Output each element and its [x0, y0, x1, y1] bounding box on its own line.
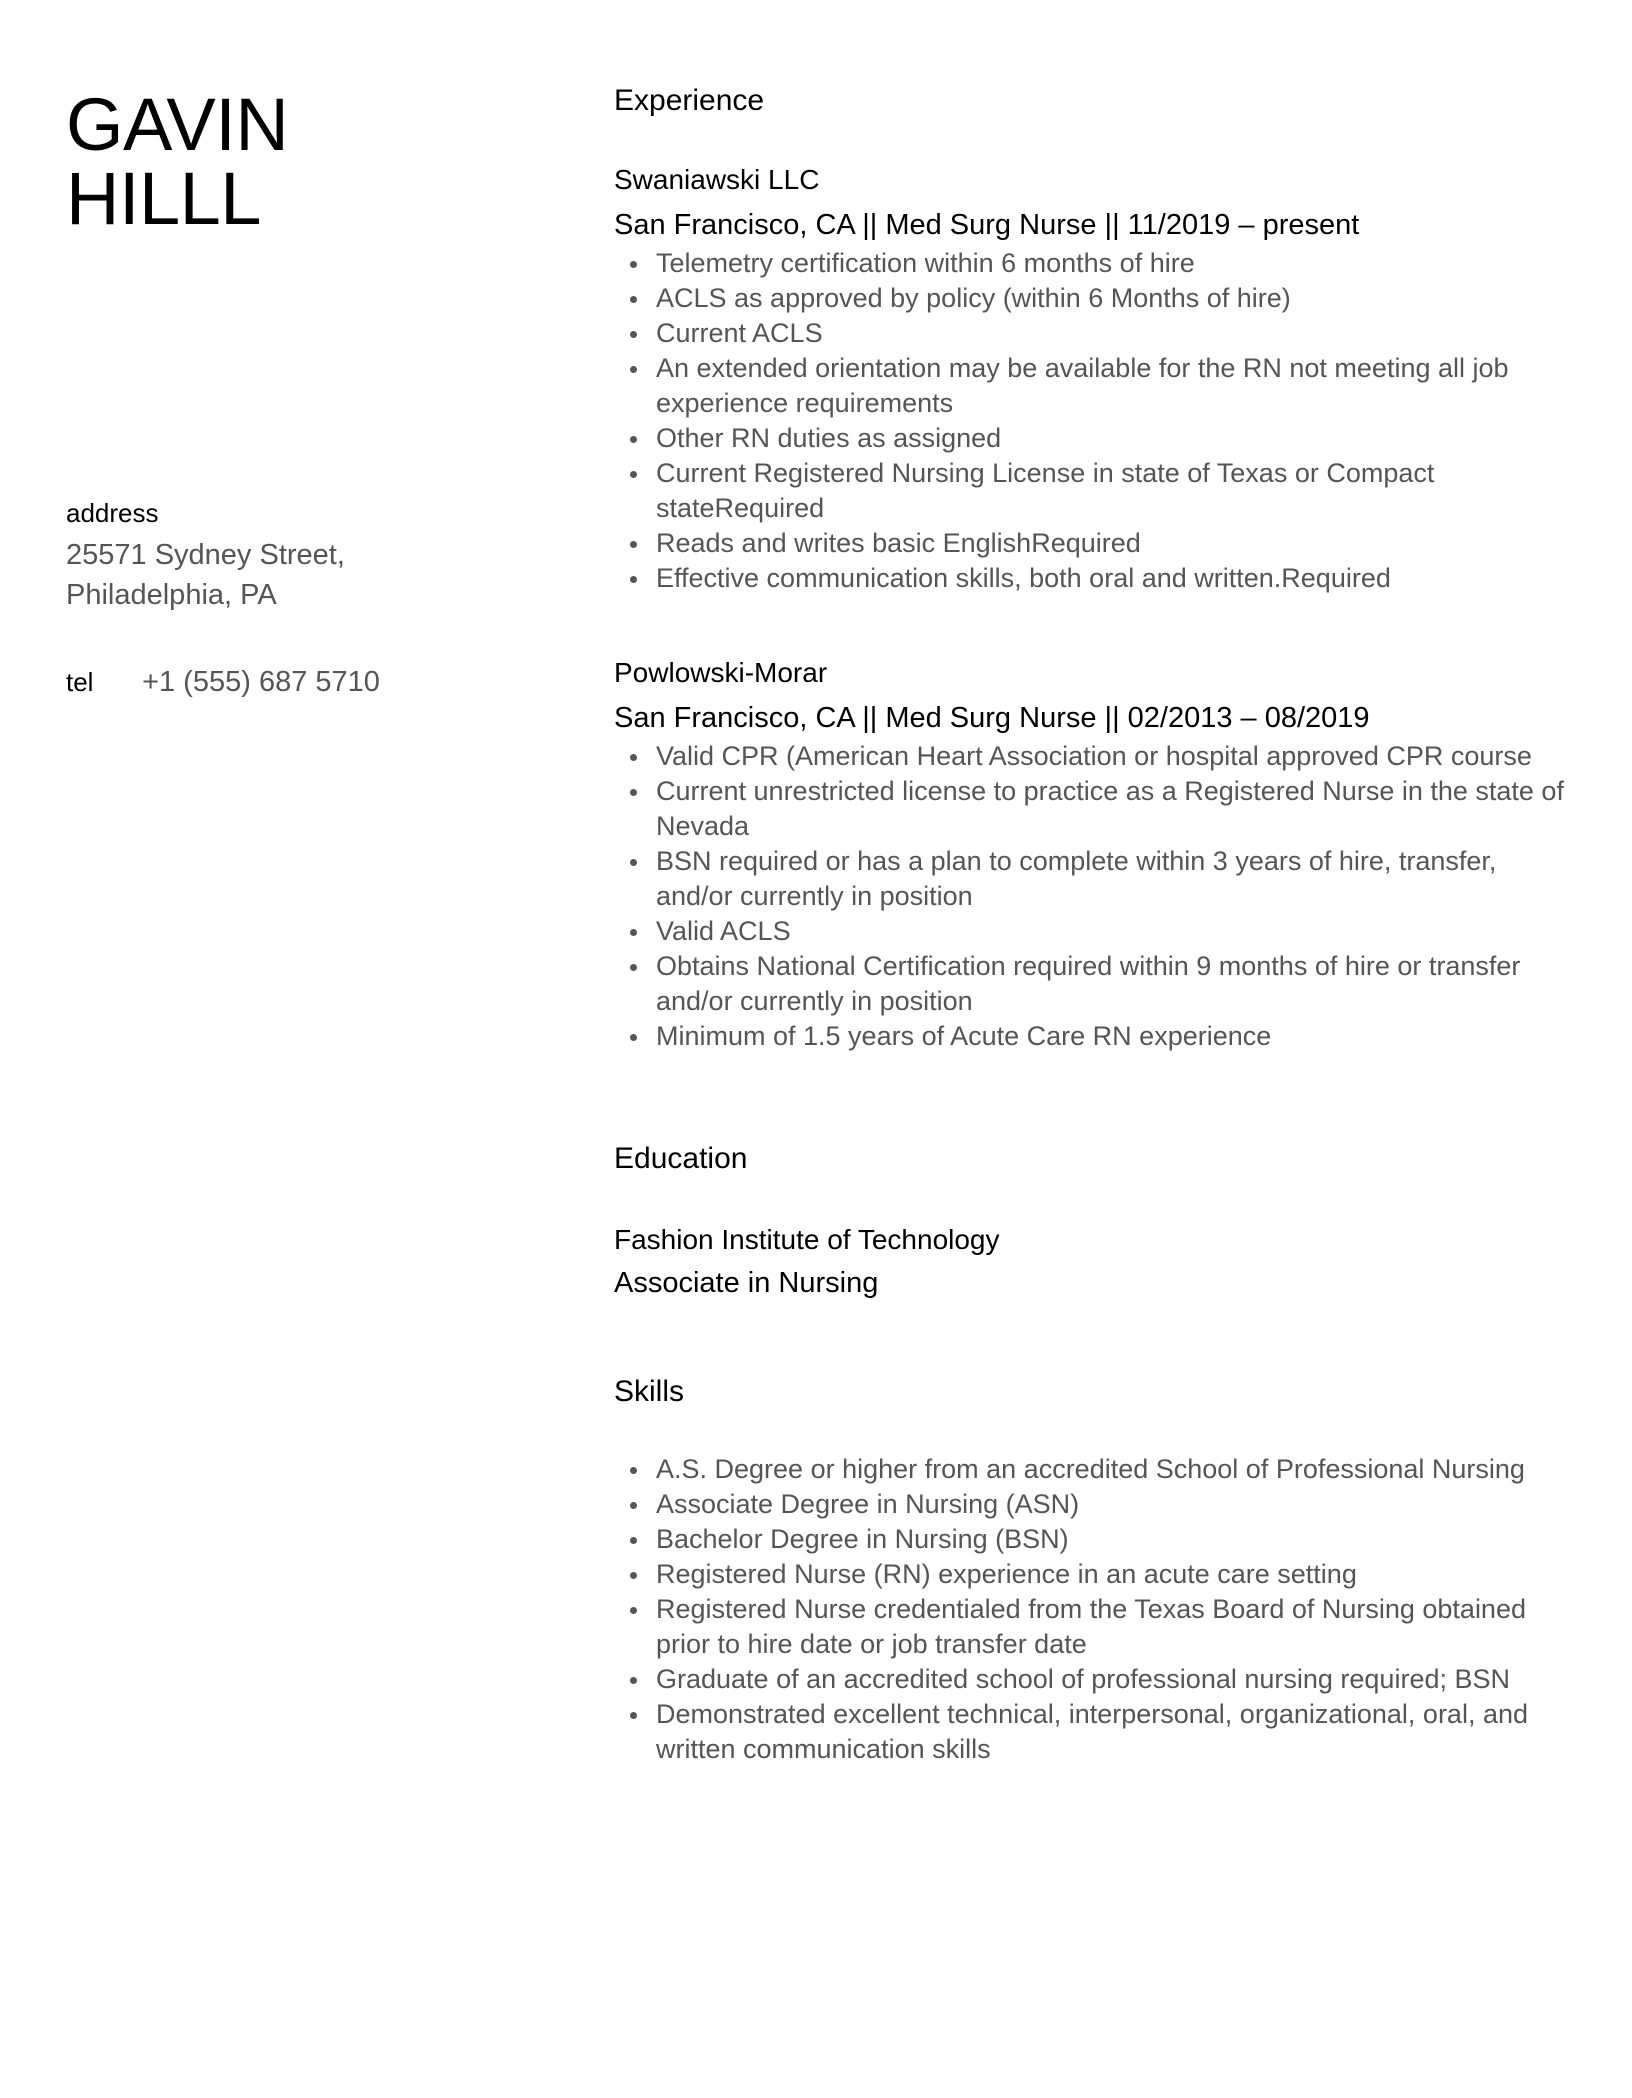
- bullet-item: An extended orientation may be available for the RN not meeting all job experience requirements: [656, 351, 1574, 421]
- bullet-item: Current ACLS: [656, 316, 1574, 351]
- bullet-item: ACLS as approved by policy (within 6 Months of hire): [656, 281, 1574, 316]
- address-value: [66, 535, 345, 615]
- job-line: San Francisco, CA || Med Surg Nurse || 02/2013 – 08/2019: [614, 702, 1370, 734]
- skill-item: Bachelor Degree in Nursing (BSN): [656, 1522, 1574, 1557]
- bullet-item: BSN required or has a plan to complete within 3 years of hire, transfer, and/or currently in position: [656, 844, 1574, 914]
- bullet-item: Valid CPR (American Heart Association or hospital approved CPR course: [656, 739, 1574, 774]
- skill-item: Registered Nurse credentialed from the Texas Board of Nursing obtained prior to hire date or job transfer date: [656, 1592, 1574, 1662]
- address-label: address: [66, 498, 159, 528]
- address-line-2: Philadelphia, PA: [66, 579, 277, 611]
- school-name: Fashion Institute of Technology: [614, 1224, 1000, 1255]
- tel-row: [66, 666, 380, 699]
- skills-list-wrap: [614, 1452, 1574, 1767]
- skill-item: Associate Degree in Nursing (ASN): [656, 1487, 1574, 1522]
- skill-item: Graduate of an accredited school of professional nursing required; BSN: [656, 1662, 1574, 1697]
- bullet-item: Valid ACLS: [656, 914, 1574, 949]
- bullet-item: Reads and writes basic EnglishRequired: [656, 526, 1574, 561]
- bullet-item: Minimum of 1.5 years of Acute Care RN experience: [656, 1019, 1574, 1054]
- company-name: Powlowski-Morar: [614, 657, 828, 688]
- address-line-1: 25571 Sydney Street,: [66, 539, 345, 571]
- job-bullets: [614, 246, 1574, 596]
- degree-name: Associate in Nursing: [614, 1267, 879, 1299]
- job-entry: [614, 655, 1574, 1054]
- tel-value: +1 (555) 687 5710: [142, 666, 380, 698]
- bullet-item: Current Registered Nursing License in state of Texas or Compact stateRequired: [656, 456, 1574, 526]
- skills-title: Skills: [614, 1375, 685, 1408]
- first-name: GAVIN: [66, 83, 289, 166]
- bullet-item: Effective communication skills, both oral and written.Required: [656, 561, 1574, 596]
- experience-title: Experience: [614, 84, 765, 117]
- education-entry: [614, 1222, 1000, 1302]
- bullet-item: Telemetry certification within 6 months of hire: [656, 246, 1574, 281]
- bullet-item: Obtains National Certification required within 9 months of hire or transfer and/or currently in position: [656, 949, 1574, 1019]
- candidate-name: [66, 83, 289, 240]
- tel-label: tel: [66, 667, 94, 697]
- skill-item: Registered Nurse (RN) experience in an acute care setting: [656, 1557, 1574, 1592]
- skill-item: A.S. Degree or higher from an accredited School of Professional Nursing: [656, 1452, 1574, 1487]
- skill-item: Demonstrated excellent technical, interpersonal, organizational, oral, and written communication skills: [656, 1697, 1574, 1767]
- job-entry: [614, 162, 1574, 596]
- company-name: Swaniawski LLC: [614, 164, 820, 195]
- skills-list: [614, 1452, 1574, 1767]
- job-line: San Francisco, CA || Med Surg Nurse || 11/2019 – present: [614, 209, 1360, 241]
- education-title: Education: [614, 1142, 748, 1175]
- last-name: HILLL: [66, 157, 261, 240]
- bullet-item: Current unrestricted license to practice as a Registered Nurse in the state of Nevada: [656, 774, 1574, 844]
- job-bullets: [614, 739, 1574, 1054]
- bullet-item: Other RN duties as assigned: [656, 421, 1574, 456]
